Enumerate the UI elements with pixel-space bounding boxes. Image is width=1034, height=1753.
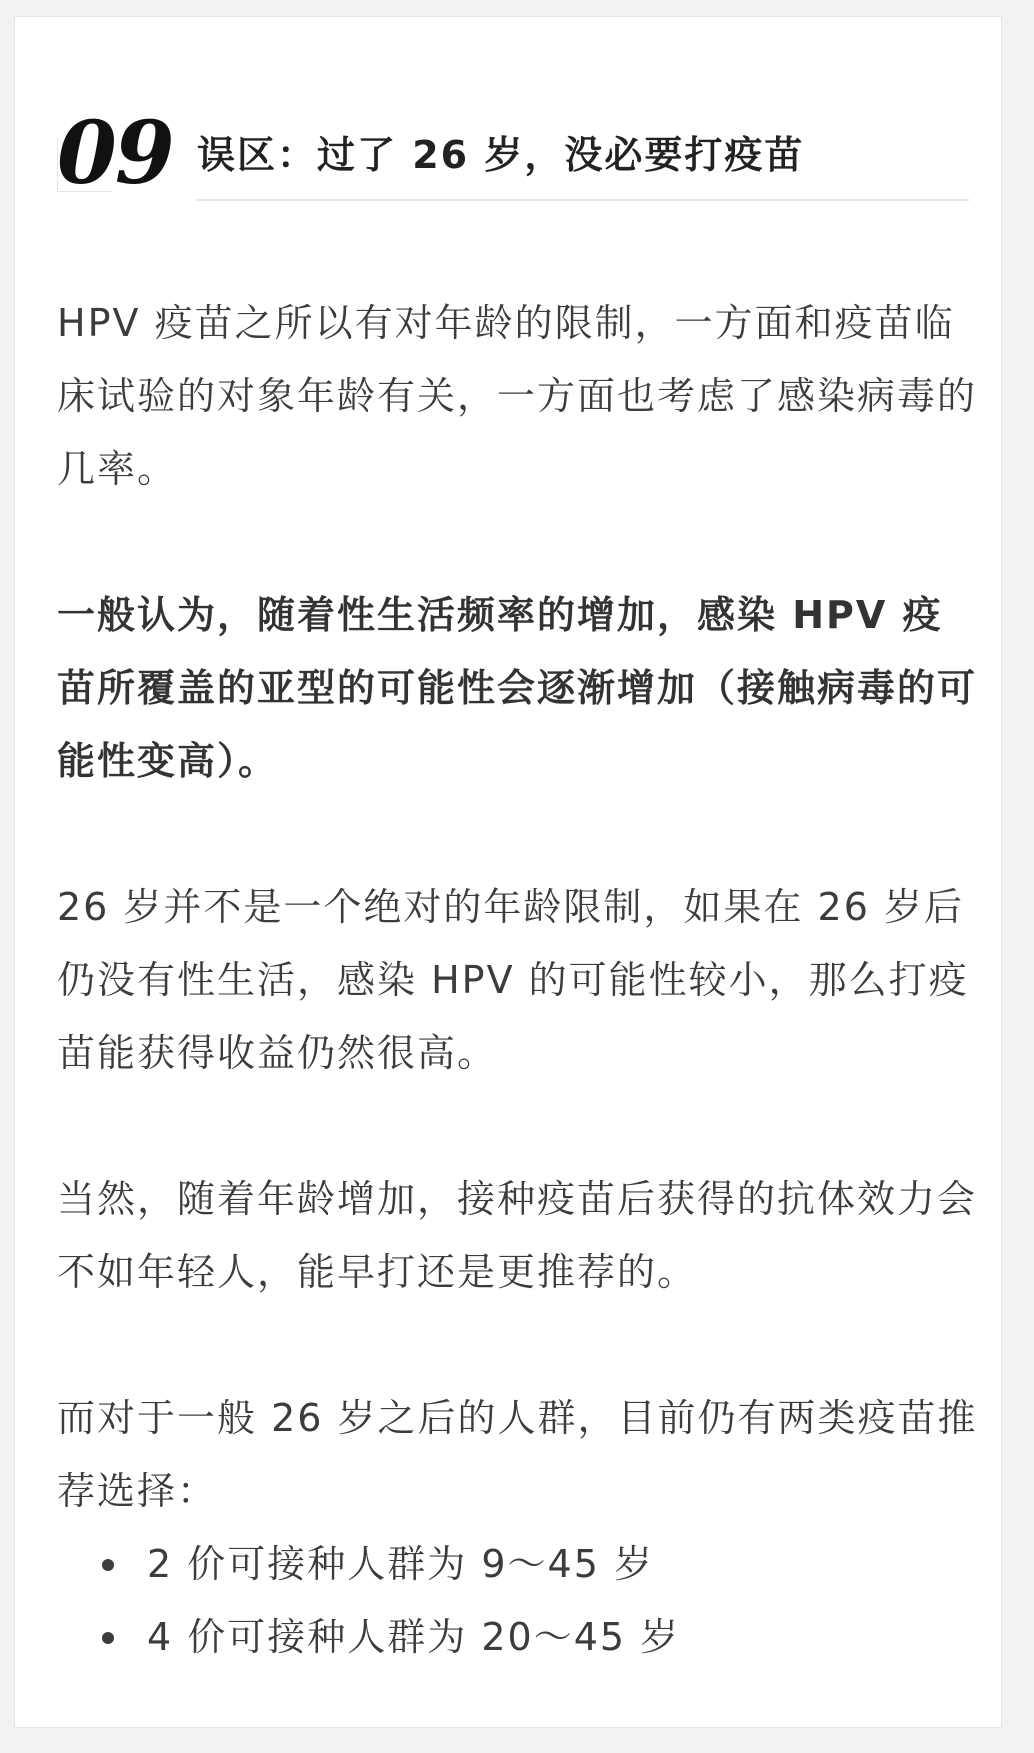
section-number: 09 xyxy=(57,103,173,204)
section-heading xyxy=(57,97,969,207)
vaccine-options-list xyxy=(57,1528,979,1674)
section-title: 误区：过了 26 岁，没必要打疫苗 xyxy=(197,133,805,177)
paragraph-not-absolute: 26 岁并不是一个绝对的年龄限制，如果在 26 岁后仍没有性生活，感染 HPV 的可能性较小，那么打疫苗能获得收益仍然很高。 xyxy=(57,885,969,1075)
article-card xyxy=(14,16,1002,1728)
list-item xyxy=(57,1528,979,1601)
paragraph-antibody-efficacy: 当然，随着年龄增加，接种疫苗后获得的抗体效力会不如年轻人，能早打还是更推荐的。 xyxy=(57,1177,978,1294)
list-item xyxy=(57,1601,979,1674)
paragraph-risk-emphasis: 一般认为，随着性生活频率的增加，感染 HPV 疫苗所覆盖的亚型的可能性会逐渐增加（接触病毒的可能性变高）。 xyxy=(57,593,978,783)
bullet-icon xyxy=(102,1559,114,1571)
article-body xyxy=(57,287,979,1674)
paragraph-options-intro: 而对于一般 26 岁之后的人群，目前仍有两类疫苗推荐选择： xyxy=(57,1396,978,1513)
paragraph-age-limit: HPV 疫苗之所以有对年龄的限制，一方面和疫苗临床试验的对象年龄有关，一方面也考虑了感染病毒的几率。 xyxy=(57,301,978,491)
title-underline xyxy=(197,199,969,201)
list-item-text: 4 价可接种人群为 20～45 岁 xyxy=(147,1615,681,1659)
bullet-icon xyxy=(102,1632,114,1644)
list-item-text: 2 价可接种人群为 9～45 岁 xyxy=(147,1542,654,1586)
